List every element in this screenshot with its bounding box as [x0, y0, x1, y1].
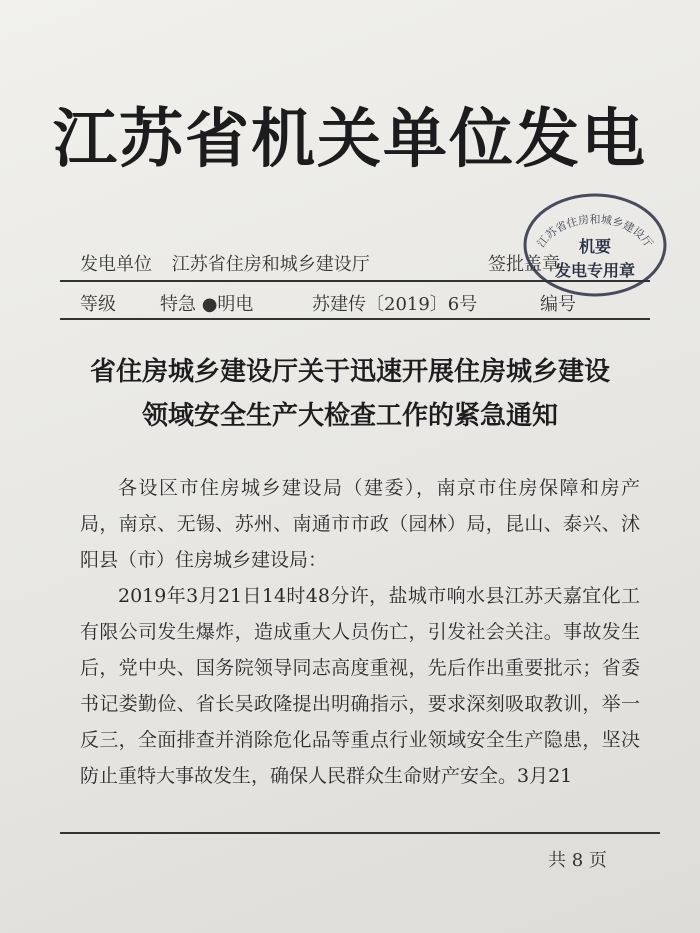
- footer-divider: [60, 832, 660, 834]
- body-paragraph: 2019年3月21日14时48分许，盐城市响水县江苏天嘉宜化工有限公司发生爆炸，造成重大人员伤亡，引发社会关注。事故发生后，党中央、国务院领导同志高度重视，先后作出重要批示；省委书记娄勤俭、省长吴政隆提出明确指示，要求深刻吸取教训，举一反三，全面排查并消除危化品等重点行业领域安全生产隐患，坚决防止重特大事故发生，确保人民群众生命财产安全。3月21: [80, 585, 640, 787]
- signer-label: 签批盖章: [488, 254, 560, 275]
- divider-line: [60, 318, 650, 320]
- number-label: 编号: [540, 294, 576, 315]
- recipients-paragraph: 各设区市住房城乡建设局（建委），南京市住房保障和房产局，南京、无锡、苏州、南通市市政（园林）局，昆山、泰兴、沭阳县（市）住房城乡建设局：: [80, 477, 640, 571]
- seal-middle-text: 机要: [578, 237, 612, 256]
- document-title-line1: 省住房城乡建设厅关于迅速开展住房城乡建设: [89, 357, 610, 387]
- grade-label: 等级: [80, 294, 116, 315]
- doc-number: 苏建传〔2019〕6号: [312, 294, 478, 315]
- seal-top-text: 江苏省住房和城乡建设厅: [534, 212, 656, 250]
- grade-value: 特急 ●明电: [160, 294, 254, 315]
- sender-label: 发电单位: [80, 254, 152, 275]
- page-count: 共 8 页: [548, 850, 607, 871]
- sender-row: [80, 250, 370, 276]
- seal-bottom-text: 发电专用章: [554, 261, 636, 280]
- sender-value: 江苏省住房和城乡建设厅: [171, 254, 370, 275]
- official-seal: [520, 190, 670, 300]
- document-title-line2: 领域安全生产大检查工作的紧急通知: [141, 401, 558, 431]
- header-title: 江苏省机关单位发电: [53, 102, 647, 177]
